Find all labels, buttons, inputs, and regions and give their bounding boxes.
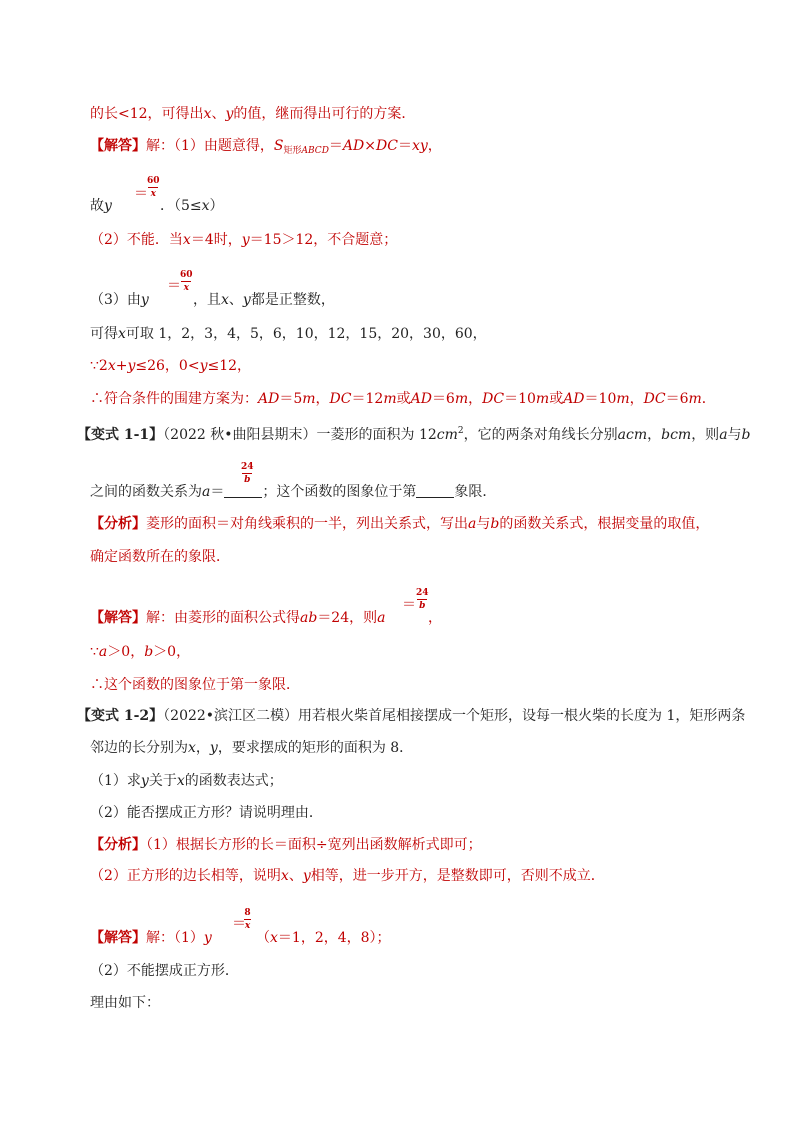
text: ＝6 — [665, 391, 689, 407]
answer-line-4 — [90, 290, 149, 310]
analysis-line-3 — [90, 835, 482, 855]
var: DC — [376, 138, 398, 154]
var-x: x — [280, 868, 289, 884]
text: ∴符合条件的围建方案为： — [90, 391, 258, 407]
variant-tag: 【变式 1-1】 — [77, 427, 164, 443]
text: ＞0， — [153, 644, 191, 660]
answer-line-1 — [90, 136, 442, 161]
text: + — [115, 358, 128, 374]
unit: m — [616, 391, 630, 407]
text: ＝6 — [431, 391, 455, 407]
var-a: a — [468, 516, 477, 532]
text: ＝12 — [351, 391, 384, 407]
var-x: x — [188, 740, 196, 756]
var: DC — [482, 391, 505, 407]
text: ＝ — [210, 484, 225, 500]
var-x: x — [176, 773, 185, 789]
var: AD — [258, 391, 280, 407]
numerator: 60 — [180, 270, 193, 280]
text: ＝24，则 — [317, 610, 378, 626]
variant-1-1-line-1 — [77, 421, 751, 445]
analysis-tag: 【分析】 — [90, 516, 146, 532]
answer-line-10 — [90, 675, 300, 695]
var: ab — [300, 610, 318, 626]
var-x: x — [203, 106, 212, 122]
numerator: 60 — [147, 176, 160, 186]
unit: m — [383, 391, 397, 407]
text: ，则 — [691, 427, 720, 443]
var: AD — [563, 391, 585, 407]
subscript: ABCD — [301, 146, 329, 156]
text: ， — [428, 610, 442, 626]
analysis-line-4 — [90, 866, 605, 886]
text: （1）求 — [90, 773, 141, 789]
var-y: y — [140, 773, 149, 789]
fraction-8-over-x — [244, 908, 251, 931]
answer-line-13 — [90, 993, 160, 1013]
answer-line-3 — [90, 230, 397, 250]
var-y: y — [241, 232, 250, 248]
text: ） — [209, 198, 224, 214]
var-a: a — [98, 644, 108, 660]
text: 都是正整数， — [250, 292, 335, 308]
var: AD — [410, 391, 432, 407]
fraction-bar — [242, 473, 252, 474]
unit: cm — [436, 427, 458, 443]
text: 可取 1，2，3，4，5，6，10，12，15，20，30，60， — [125, 326, 487, 342]
answer-line-11 — [90, 928, 212, 948]
text: 的值，继而得出可行的方案． — [233, 106, 416, 122]
text: ≤12， — [207, 358, 252, 374]
text: 或 — [396, 391, 411, 407]
text: 理由如下： — [90, 995, 160, 1011]
text: ∵ — [90, 644, 99, 660]
variant-1-2-line-1 — [77, 706, 745, 726]
var-y: y — [302, 868, 311, 884]
answer-blank — [416, 497, 454, 498]
text: × — [364, 138, 376, 154]
text: 的长<12，可得出 — [90, 106, 204, 122]
denominator: x — [150, 189, 156, 199]
fraction-bar — [244, 919, 251, 920]
text: （2）能否摆成正方形？请说明理由． — [90, 805, 323, 821]
answer-line-8 — [90, 608, 386, 628]
answer-line-12 — [90, 961, 239, 981]
numerator: 8 — [244, 908, 251, 918]
fraction-bar — [148, 187, 158, 188]
text: 关于 — [148, 773, 177, 789]
text: 解：（1）由题意得， — [146, 138, 274, 154]
text: （2）不能摆成正方形． — [90, 963, 239, 979]
text: ． — [701, 391, 716, 407]
question-2 — [90, 803, 323, 823]
var-b: b — [741, 427, 751, 443]
denominator: b — [244, 475, 251, 485]
text: ＝ — [397, 138, 412, 154]
text: ＝10 — [504, 391, 536, 407]
text: ，它的两条对角线长分别 — [463, 427, 618, 443]
text: （2022 秋•曲阳县期末）一菱形的面积为 12 — [163, 427, 437, 443]
var-x: x — [201, 198, 210, 214]
unit: m — [535, 391, 550, 407]
fraction-bar — [181, 281, 191, 282]
text: ， — [195, 740, 210, 756]
var-y: y — [242, 292, 251, 308]
var-x: x — [107, 358, 116, 374]
text: ＝ — [328, 138, 343, 154]
unit: m — [454, 391, 469, 407]
text: ＝4时， — [190, 232, 242, 248]
analysis-line-1 — [90, 514, 709, 534]
var: DC — [329, 391, 352, 407]
unit: m — [302, 391, 316, 407]
text: 的函数表达式； — [184, 773, 283, 789]
var: AD — [342, 138, 365, 154]
denominator: x — [183, 283, 189, 293]
var-x: x — [270, 930, 278, 946]
var-s: S — [273, 138, 284, 154]
text: 、 — [288, 868, 303, 884]
text: 解：（1） — [146, 930, 204, 946]
analysis-continuation-line — [90, 104, 415, 124]
text: 相等，进一步开方，是整数即可，否则不成立． — [310, 868, 605, 884]
var-y: y — [199, 358, 208, 374]
variant-1-1-line-2 — [90, 482, 496, 502]
text: 与 — [727, 427, 742, 443]
answer-tag: 【解答】 — [90, 138, 146, 154]
denominator: x — [244, 921, 251, 931]
variant-1-2-line-2 — [90, 738, 413, 758]
answer-tag: 【解答】 — [90, 930, 146, 946]
var: xy — [411, 138, 428, 154]
text: 故 — [90, 198, 104, 214]
text: ＝1，2，4，8）； — [277, 930, 391, 946]
text: 之间的函数关系为 — [90, 484, 202, 500]
equals-sign: ＝ — [402, 597, 416, 613]
text: ＝15＞12，不合题意； — [249, 232, 398, 248]
text: （ — [256, 930, 270, 946]
var: DC — [643, 391, 666, 407]
analysis-line-2 — [90, 547, 230, 567]
text: 解：由菱形的面积公式得 — [146, 610, 300, 626]
text: ， — [629, 391, 644, 407]
denominator: b — [419, 601, 426, 611]
numerator: 24 — [416, 588, 429, 598]
text: 与 — [476, 516, 491, 532]
text: （1）根据长方形的长＝面积÷宽列出函数解析式即可； — [146, 837, 482, 853]
var-x: x — [182, 232, 191, 248]
var-a: a — [202, 484, 211, 500]
text: 、 — [228, 292, 243, 308]
answer-blank — [224, 497, 262, 498]
question-1 — [90, 771, 283, 791]
var-a: a — [377, 610, 386, 626]
text: 确定函数所在的象限． — [90, 549, 230, 565]
answer-line-11-tail — [256, 928, 391, 948]
fraction-24-over-b — [241, 462, 254, 485]
text: 、 — [211, 106, 226, 122]
var-y: y — [127, 358, 136, 374]
subscript: 矩形 — [283, 146, 302, 156]
text: ， — [315, 391, 330, 407]
text: ＞0， — [107, 644, 145, 660]
text: ≤26，0< — [135, 358, 200, 374]
text: ∵2 — [90, 358, 108, 374]
fraction-60-over-x — [180, 270, 193, 293]
fraction-24-over-b — [416, 588, 429, 611]
text: 象限． — [454, 484, 497, 500]
unit: m — [688, 391, 702, 407]
var-b: b — [490, 516, 500, 532]
var-y: y — [140, 292, 149, 308]
equals-sign: ＝ — [232, 916, 246, 932]
var-y: y — [203, 930, 212, 946]
equals-sign: ＝ — [134, 186, 148, 202]
text: ， — [468, 391, 483, 407]
variant-tag: 【变式 1-2】 — [77, 708, 164, 724]
numerator: 24 — [241, 462, 254, 472]
text: 可得 — [90, 326, 118, 342]
text: ，且 — [193, 292, 221, 308]
fraction-60-over-x — [147, 176, 160, 199]
text: ．（5≤ — [160, 198, 202, 214]
answer-line-7 — [90, 389, 716, 409]
fraction-bar — [417, 599, 427, 600]
var-a: a — [719, 427, 728, 443]
text: 菱形的面积＝对角线乘积的一半，列出关系式，写出 — [146, 516, 468, 532]
var-y: y — [104, 198, 112, 214]
var-x: x — [221, 292, 229, 308]
text: ， — [647, 427, 662, 443]
equals-sign: ＝ — [167, 278, 181, 294]
text: ＝10 — [584, 391, 617, 407]
text: （2）不能．当 — [90, 232, 183, 248]
var: acm — [617, 427, 648, 443]
var-b: b — [144, 644, 154, 660]
text: （3）由 — [90, 292, 141, 308]
answer-tag: 【解答】 — [90, 610, 146, 626]
var-x: x — [118, 326, 126, 342]
answer-line-5 — [90, 324, 487, 344]
answer-line-9 — [90, 642, 190, 662]
var: bcm — [661, 427, 692, 443]
text: 的函数关系式，根据变量的取值， — [499, 516, 710, 532]
text: （2）正方形的边长相等，说明 — [90, 868, 281, 884]
superscript: 2 — [457, 426, 464, 436]
var-y: y — [209, 740, 218, 756]
text: ＝5 — [279, 391, 303, 407]
var-y: y — [225, 106, 234, 122]
text: ∴这个函数的图象位于第一象限． — [90, 677, 300, 693]
text: 或 — [549, 391, 564, 407]
answer-line-6 — [90, 356, 251, 376]
text: ；这个函数的图象位于第 — [262, 484, 417, 500]
text: ， — [427, 138, 442, 154]
text: （2022•滨江区二模）用若根火柴首尾相接摆成一个矩形，设每一根火柴的长度为 1，矩形两条 — [163, 708, 746, 724]
text: ，要求摆成的矩形的面积为 8． — [217, 740, 414, 756]
text: 邻边的长分别为 — [90, 740, 188, 756]
analysis-tag: 【分析】 — [90, 837, 146, 853]
answer-line-2-tail — [160, 196, 224, 216]
answer-line-2 — [90, 196, 112, 216]
answer-line-4-tail — [193, 290, 335, 310]
